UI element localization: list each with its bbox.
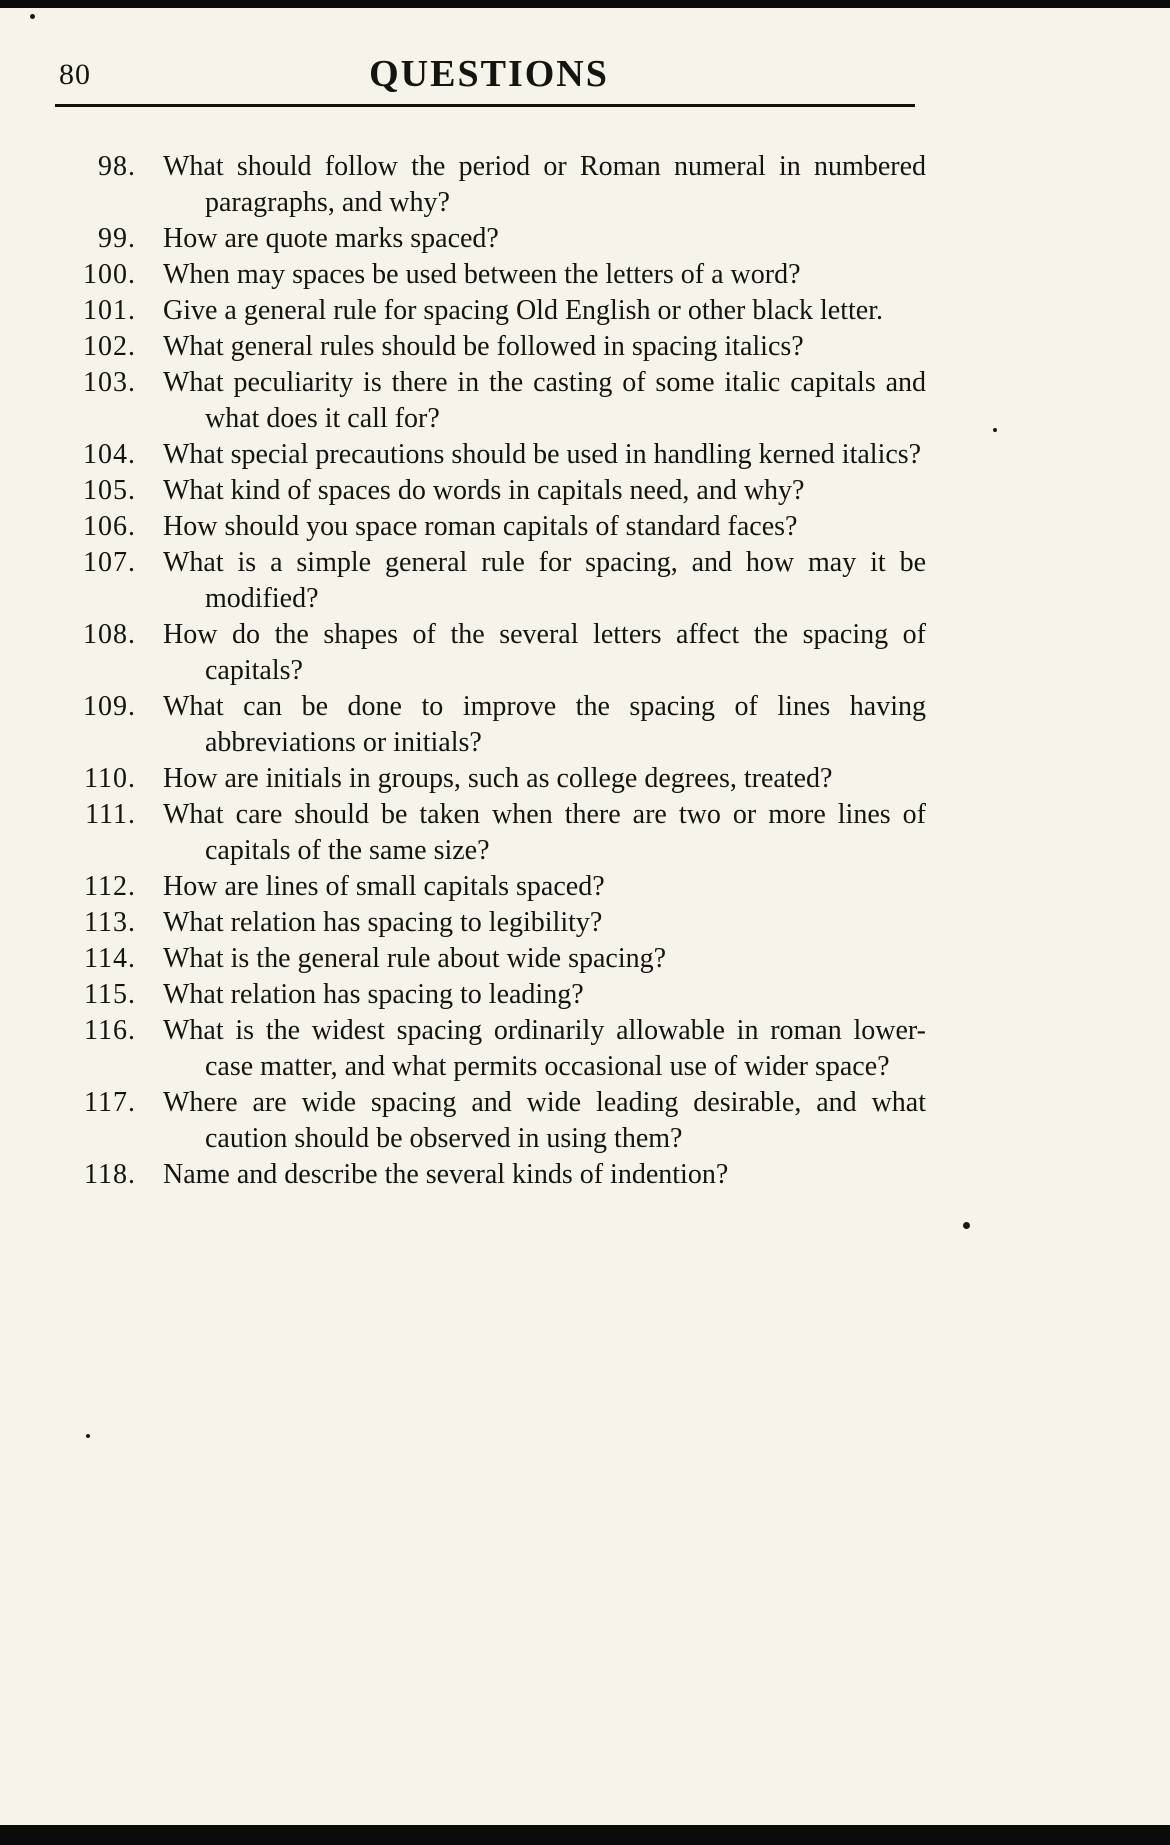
question-text: When may spaces be used between the letters of a word?: [163, 259, 801, 290]
question-row: [58, 437, 926, 473]
question-text: Name and describe the several kinds of indention?: [163, 1159, 729, 1190]
question-row: [58, 761, 926, 797]
question-row: [58, 329, 926, 365]
scan-artifact-top-bar: [0, 0, 1170, 8]
question-text: Give a general rule for spacing Old English or other black letter.: [163, 295, 883, 326]
questions-list: [58, 149, 926, 1193]
page-header: [55, 48, 923, 100]
question-number: 99.: [98, 223, 136, 254]
question-number: 109.: [83, 691, 136, 722]
question-row: [58, 977, 926, 1013]
question-text: What peculiarity is there in the casting of some italic capitals and what does it call for?: [163, 367, 926, 434]
question-number: 103.: [83, 367, 136, 398]
question-text: What is the widest spacing ordinarily allowable in roman lower-case matter, and what permits occasional use of wider space?: [163, 1015, 926, 1082]
question-row: [58, 365, 926, 437]
scan-speck: [993, 428, 997, 432]
question-row: [58, 473, 926, 509]
question-number: 100.: [83, 259, 136, 290]
question-number: 113.: [84, 907, 136, 938]
question-row: [58, 1085, 926, 1157]
question-number: 110.: [84, 763, 136, 794]
question-row: [58, 509, 926, 545]
question-text: What is the general rule about wide spacing?: [163, 943, 667, 974]
question-row: [58, 257, 926, 293]
question-row: [58, 221, 926, 257]
question-number: 107.: [83, 547, 136, 578]
question-text: How should you space roman capitals of standard faces?: [163, 511, 798, 542]
scan-speck: [963, 1222, 970, 1229]
question-text: How are lines of small capitals spaced?: [163, 871, 605, 902]
question-row: [58, 617, 926, 689]
question-row: [58, 689, 926, 761]
question-text: What should follow the period or Roman numeral in numbered paragraphs, and why?: [163, 151, 926, 218]
question-number: 104.: [83, 439, 136, 470]
question-text: What can be done to improve the spacing of lines having abbreviations or initials?: [163, 691, 926, 758]
question-number: 116.: [84, 1015, 136, 1046]
page-title: QUESTIONS: [369, 53, 609, 95]
question-text: What care should be taken when there are two or more lines of capitals of the same size?: [163, 799, 926, 866]
question-text: Where are wide spacing and wide leading desirable, and what caution should be observed in using them?: [163, 1087, 926, 1154]
scan-artifact-bottom-bar: [0, 1825, 1170, 1845]
question-number: 117.: [84, 1087, 136, 1118]
question-number: 98.: [98, 151, 136, 182]
page-number: 80: [59, 58, 91, 91]
question-text: How are initials in groups, such as college degrees, treated?: [163, 763, 833, 794]
question-number: 111.: [85, 799, 136, 830]
question-row: [58, 545, 926, 617]
question-text: What relation has spacing to leading?: [163, 979, 584, 1010]
question-number: 114.: [84, 943, 136, 974]
question-text: How do the shapes of the several letters affect the spacing of capitals?: [163, 619, 926, 686]
question-number: 118.: [84, 1159, 136, 1190]
question-number: 115.: [84, 979, 136, 1010]
question-text: What kind of spaces do words in capitals need, and why?: [163, 475, 805, 506]
question-number: 105.: [83, 475, 136, 506]
question-row: [58, 941, 926, 977]
question-number: 108.: [83, 619, 136, 650]
scan-speck: [30, 14, 35, 19]
question-text: What special precautions should be used in handling kerned italics?: [163, 439, 922, 470]
question-number: 112.: [84, 871, 136, 902]
question-row: [58, 1157, 926, 1193]
question-number: 106.: [83, 511, 136, 542]
question-row: [58, 905, 926, 941]
question-row: [58, 149, 926, 221]
question-row: [58, 797, 926, 869]
question-number: 102.: [83, 331, 136, 362]
scan-speck: [86, 1434, 90, 1438]
question-text: What relation has spacing to legibility?: [163, 907, 603, 938]
header-rule: [55, 104, 915, 107]
question-row: [58, 1013, 926, 1085]
question-row: [58, 293, 926, 329]
question-row: [58, 869, 926, 905]
question-text: How are quote marks spaced?: [163, 223, 499, 254]
question-text: What general rules should be followed in spacing italics?: [163, 331, 804, 362]
question-text: What is a simple general rule for spacing, and how may it be modified?: [163, 547, 926, 614]
question-number: 101.: [83, 295, 136, 326]
